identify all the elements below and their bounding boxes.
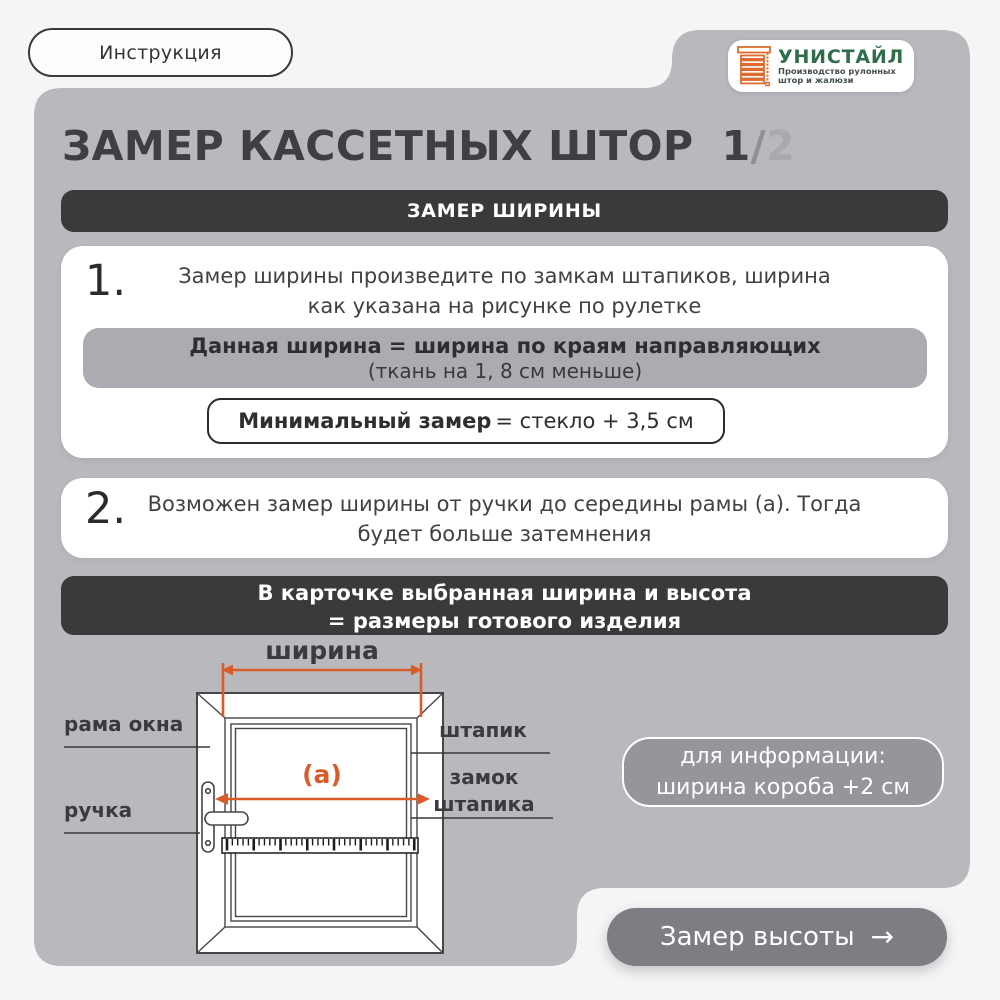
instruction-badge-label: Инструкция [99, 41, 222, 64]
instruction-badge [28, 28, 293, 77]
right-arrow-icon: → [870, 919, 895, 953]
height-measure-next-label: Замер высоты [659, 922, 855, 952]
step1-text [61, 261, 948, 321]
step2-number: 2. [85, 484, 127, 534]
step1-width-note-bold: Данная ширина = ширина по краям направляющих [189, 334, 821, 358]
diagram-handle-label: ручка [64, 798, 133, 822]
info-note [622, 737, 944, 807]
step1-card [61, 246, 948, 458]
step1-text-line2: как указана на рисунке по рулетке [307, 294, 702, 318]
info-note-line1: для информации: [680, 744, 886, 769]
diagram-bead-lock-label-line2: штапика [433, 792, 535, 816]
page-title [62, 122, 942, 170]
page-number-total: 2 [766, 122, 796, 170]
brand-tagline-line2: штор и жалюзи [778, 75, 854, 85]
step1-number: 1. [85, 256, 127, 306]
minimum-measure-rest: = стекло + 3,5 см [495, 409, 694, 433]
brand-name: УНИСТАЙЛ [778, 45, 905, 68]
diagram-frame-label: рама окна [64, 712, 184, 736]
step1-text-line1: Замер ширины произведите по замкам штапиков, ширина [178, 264, 831, 288]
step2-text-line1: Возможен замер ширины от ручки до середины рамы (а). Тогда [147, 492, 862, 516]
brand-logo [728, 40, 914, 92]
diagram-a-mark: (а) [302, 760, 342, 789]
width-section-banner [61, 190, 948, 232]
brand-tagline-line1: Производство рулонных [778, 65, 896, 76]
width-section-banner-label: ЗАМЕР ШИРИНЫ [406, 200, 603, 222]
diagram-bead-lock-label [414, 764, 554, 818]
minimum-measure-note [207, 398, 725, 444]
height-measure-next-button[interactable] [607, 908, 947, 966]
blinds-icon [737, 45, 771, 87]
info-note-line2: ширина короба +2 см [656, 775, 910, 800]
diagram-bead-lock-label-line1: замок [449, 765, 519, 789]
page-number-current: 1 [721, 122, 751, 170]
diagram-width-label: ширина [265, 636, 379, 665]
minimum-measure-bold: Минимальный замер [238, 409, 492, 433]
result-size-banner-line2: = размеры готового изделия [327, 609, 682, 633]
diagram-bead-label: штапик [439, 718, 527, 742]
step2-card [61, 478, 948, 558]
step1-width-note [83, 328, 927, 388]
result-size-banner [61, 576, 948, 635]
step2-text [61, 489, 948, 549]
page-number-separator: / [750, 122, 767, 170]
step2-text-line2: будет больше затемнения [357, 522, 652, 546]
result-size-banner-line1: В карточке выбранная ширина и высота [257, 581, 752, 605]
page-title-text: ЗАМЕР КАССЕТНЫХ ШТОР [62, 122, 694, 170]
brand-text [778, 47, 904, 86]
step1-width-note-sub: (ткань на 1, 8 см меньше) [367, 359, 643, 383]
